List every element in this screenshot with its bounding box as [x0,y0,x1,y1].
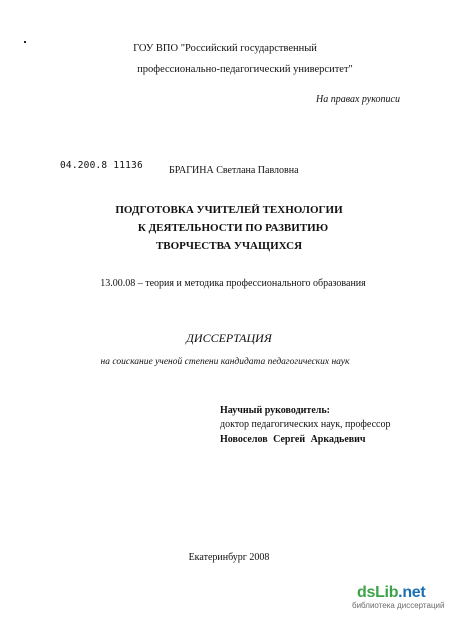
supervisor-degree: доктор педагогических наук, профессор [220,419,391,430]
thesis-title-line-2: К ДЕЯТЕЛЬНОСТИ ПО РАЗВИТИЮ [137,222,329,234]
dslib-watermark [353,585,450,611]
dslib-logo [353,585,450,601]
author-name: БРАГИНА Светлана Павловна [169,165,299,176]
specialty-code: 13.00.08 – теория и методика профессионального образования [100,278,366,289]
logo-text-part-2: .net [398,584,426,601]
supervisor-name: Новоселов Сергей Аркадьевич [220,434,366,445]
place-and-year: Екатеринбург 2008 [188,552,270,563]
organization-line-2: профессионально-педагогический университет" [137,64,353,75]
thesis-title-line-3: ТВОРЧЕСТВА УЧАЩИХСЯ [155,240,303,252]
dissertation-label: ДИССЕРТАЦИЯ [186,331,272,345]
organization-line-1: ГОУ ВПО "Российский государственный [133,43,317,54]
thesis-title-line-1: ПОДГОТОВКА УЧИТЕЛЕЙ ТЕХНОЛОГИИ [115,204,343,216]
logo-text-part-1: dsLib [357,584,399,601]
supervisor-heading: Научный руководитель: [220,405,330,416]
dissertation-purpose: на соискание ученой степени кандидата педагогических наук [100,357,350,367]
archive-number-stamp: 04.200.8 11136 [60,160,143,171]
watermark-subtitle: библиотека диссертаций [352,601,445,610]
manuscript-rights-note: На правах рукописи [316,94,400,105]
